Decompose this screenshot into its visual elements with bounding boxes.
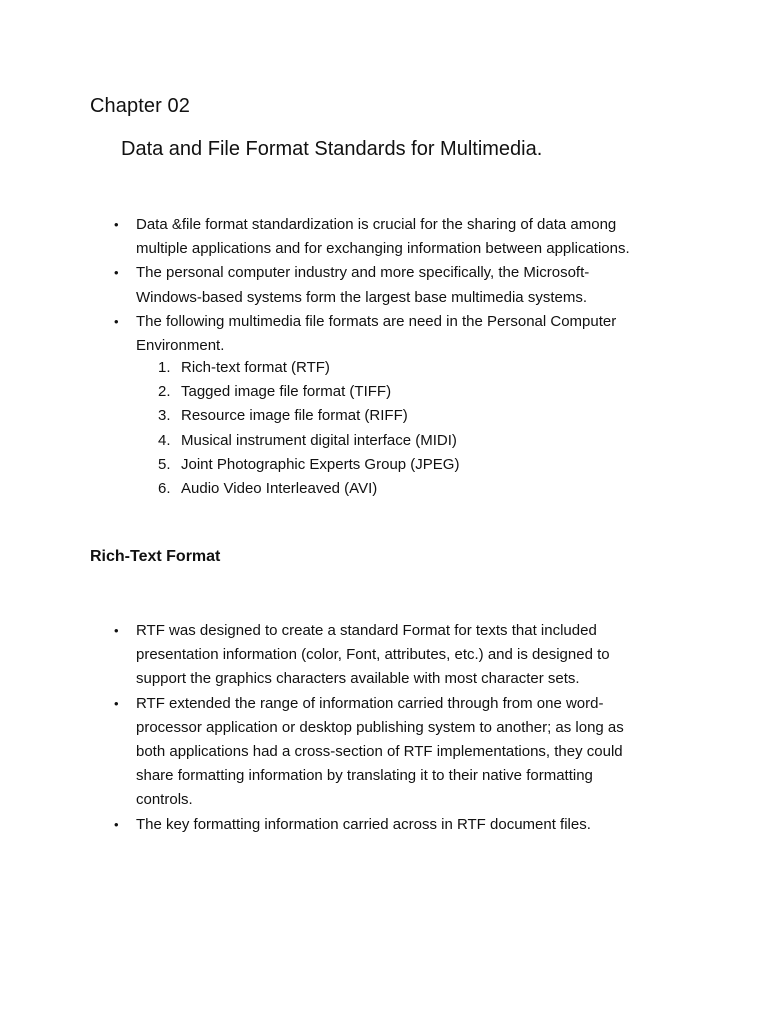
format-numbered-list [0,356,459,501]
bullet-icon: • [114,623,119,638]
list-item [0,692,640,813]
list-item [0,213,640,261]
list-number: 5. [158,455,171,473]
list-item [0,356,459,380]
bullet-text: Data &file format standardization is crucial for the sharing of data among multiple applications and for exchanging information between applications. [136,216,630,258]
bullet-text: The key formatting information carried across in RTF document files. [136,815,591,833]
list-item [0,261,640,309]
bullet-text: The following multimedia file formats are need in the Personal Computer Environment. [136,312,617,355]
format-label: Tagged image file format (TIFF) [181,383,392,401]
bullet-icon: • [114,313,119,329]
format-label: Audio Video Interleaved (AVI) [181,480,378,498]
list-item [0,453,459,477]
page-title: Data and File Format Standards for Multimedia. [121,138,543,160]
bullet-icon: • [114,816,119,832]
list-number: 1. [158,359,171,376]
format-label: Musical instrument digital interface (MIDI) [181,431,457,449]
list-item [0,813,640,837]
bullet-text: RTF extended the range of information carried through from one word-processor application or desktop publishing system to another; as long as both applications had a cross-section of RTF implementations, they could share formatting information by translating it to their native formatting controls. [136,694,624,809]
list-number: 3. [158,407,171,425]
list-number: 4. [158,431,171,449]
list-item [0,310,640,358]
rtf-bullet-list [0,619,640,837]
format-label: Resource image file format (RIFF) [181,407,408,425]
intro-bullet-list [0,213,640,358]
list-item [0,477,459,501]
list-item [0,380,459,404]
bullet-text: RTF was designed to create a standard Format for texts that included presentation information (color, Font, attributes, etc.) and is designed to support the graphics characters available with most character sets. [136,622,610,688]
list-item [0,619,640,692]
list-item [0,404,459,428]
bullet-icon: • [114,265,119,281]
list-item [0,429,459,453]
bullet-icon: • [114,695,119,711]
format-label: Rich-text format (RTF) [181,359,330,376]
chapter-label: Chapter 02 [90,95,190,117]
format-label: Joint Photographic Experts Group (JPEG) [181,455,460,473]
list-number: 2. [158,383,171,401]
list-number: 6. [158,480,171,498]
bullet-icon: • [114,217,119,232]
section-heading: Rich-Text Format [90,548,221,565]
bullet-text: The personal computer industry and more specifically, the Microsoft-Windows-based systems form the largest base multimedia systems. [136,264,590,306]
